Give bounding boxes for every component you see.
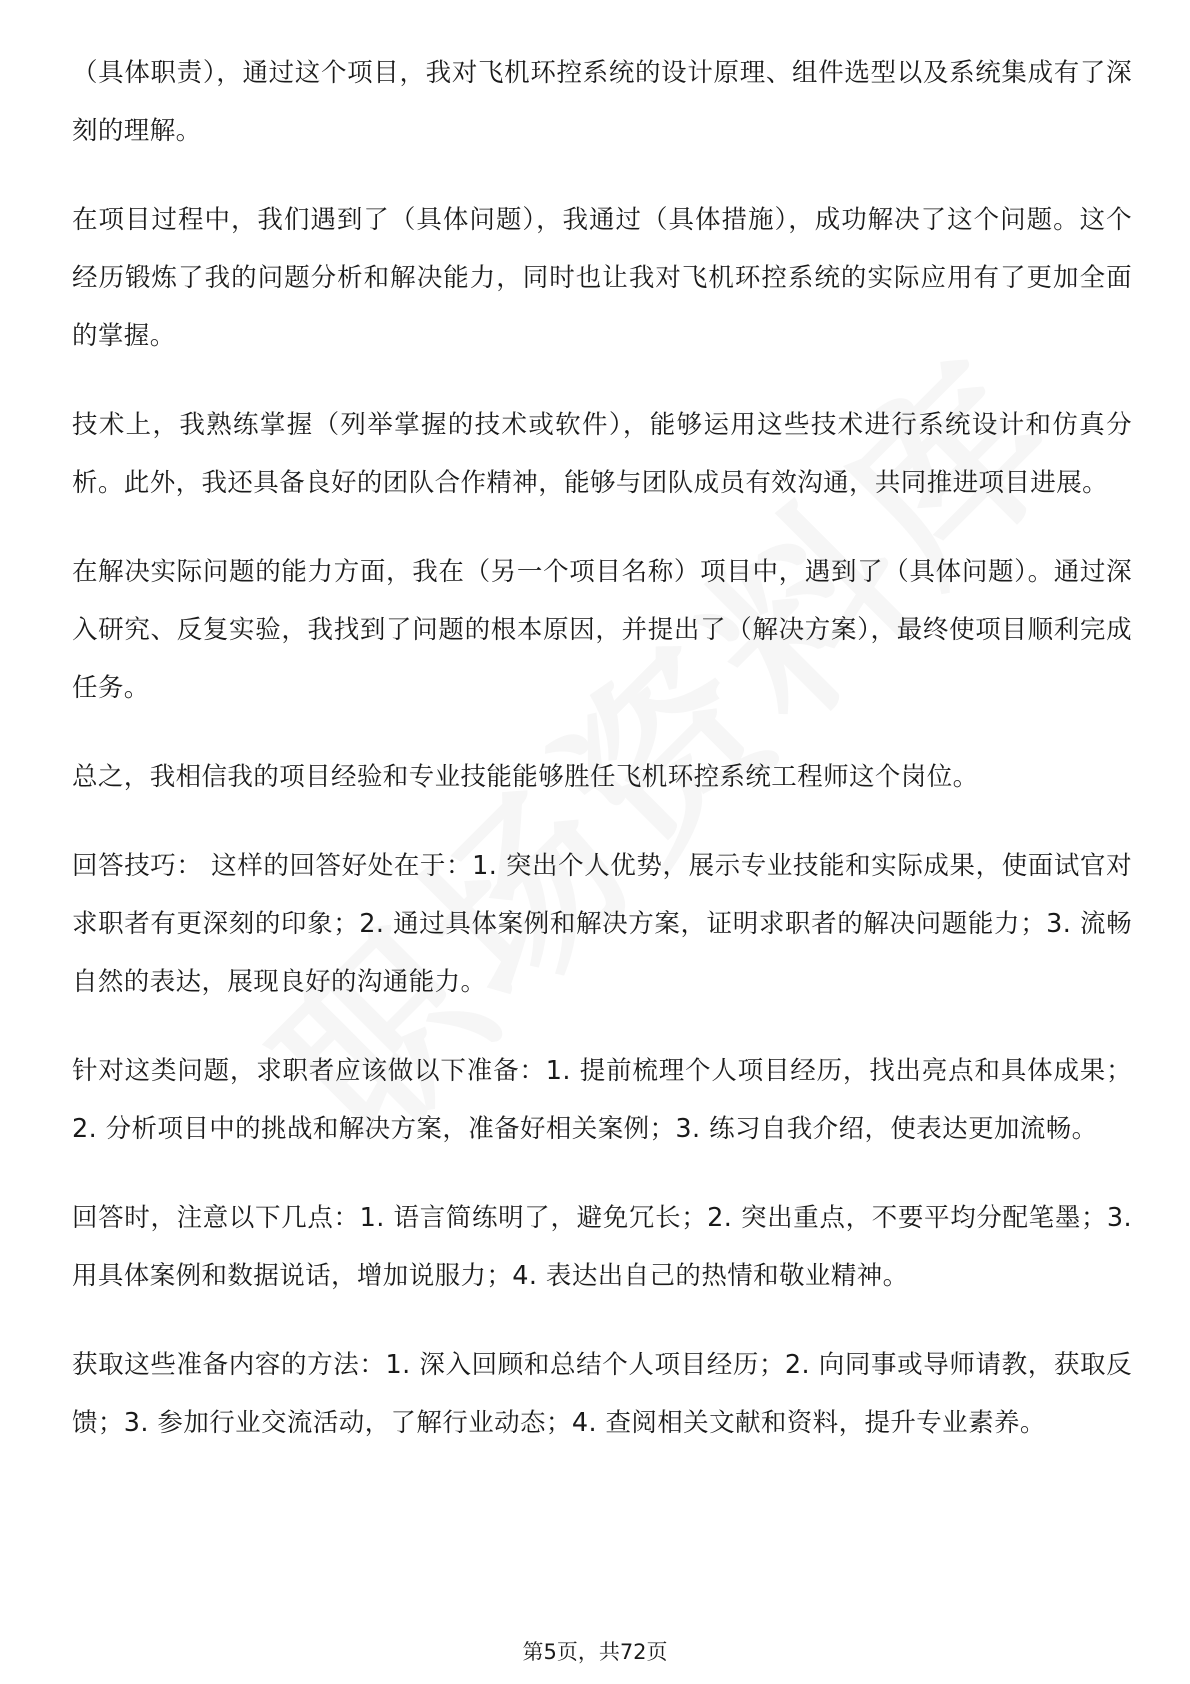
paragraph-answer-notes: 回答时，注意以下几点：1. 语言简练明了，避免冗长；2. 突出重点，不要平均分配笔墨；3. 用具体案例和数据说话，增加说服力；4. 表达出自己的热情和敬业精神。 (72, 1203, 1132, 1291)
paragraph-practical-ability: 在解决实际问题的能力方面，我在（另一个项目名称）项目中，遇到了（具体问题）。通过深入研究、反复实验，我找到了问题的根本原因，并提出了（解决方案），最终使项目顺利完成任务。 (72, 557, 1132, 703)
paragraph-methods: 获取这些准备内容的方法：1. 深入回顾和总结个人项目经历；2. 向同事或导师请教，获取反馈；3. 参加行业交流活动，了解行业动态；4. 查阅相关文献和资料，提升专业素养。 (72, 1350, 1132, 1438)
page-number: 第5页，共72页 (522, 1640, 668, 1664)
paragraph-problem-solving: 在项目过程中，我们遇到了（具体问题），我通过（具体措施），成功解决了这个问题。这个经历锻炼了我的问题分析和解决能力，同时也让我对飞机环控系统的实际应用有了更加全面的掌握。 (72, 205, 1132, 351)
paragraph-responsibilities: （具体职责），通过这个项目，我对飞机环控系统的设计原理、组件选型以及系统集成有了深刻的理解。 (72, 58, 1132, 146)
paragraph-summary: 总之，我相信我的项目经验和专业技能能够胜任飞机环控系统工程师这个岗位。 (72, 762, 979, 792)
paragraph-preparation: 针对这类问题，求职者应该做以下准备：1. 提前梳理个人项目经历，找出亮点和具体成果；2. 分析项目中的挑战和解决方案，准备好相关案例；3. 练习自我介绍，使表达更加流畅。 (72, 1056, 1132, 1144)
document-body (72, 44, 1132, 1483)
paragraph-answer-tips: 回答技巧： 这样的回答好处在于：1. 突出个人优势，展示专业技能和实际成果，使面试官对求职者有更深刻的印象；2. 通过具体案例和解决方案，证明求职者的解决问题能力；3. 流畅自然的表达，展现良好的沟通能力。 (72, 851, 1132, 997)
paragraph-technical-skills: 技术上，我熟练掌握（列举掌握的技术或软件），能够运用这些技术进行系统设计和仿真分析。此外，我还具备良好的团队合作精神，能够与团队成员有效沟通，共同推进项目进展。 (72, 410, 1132, 498)
